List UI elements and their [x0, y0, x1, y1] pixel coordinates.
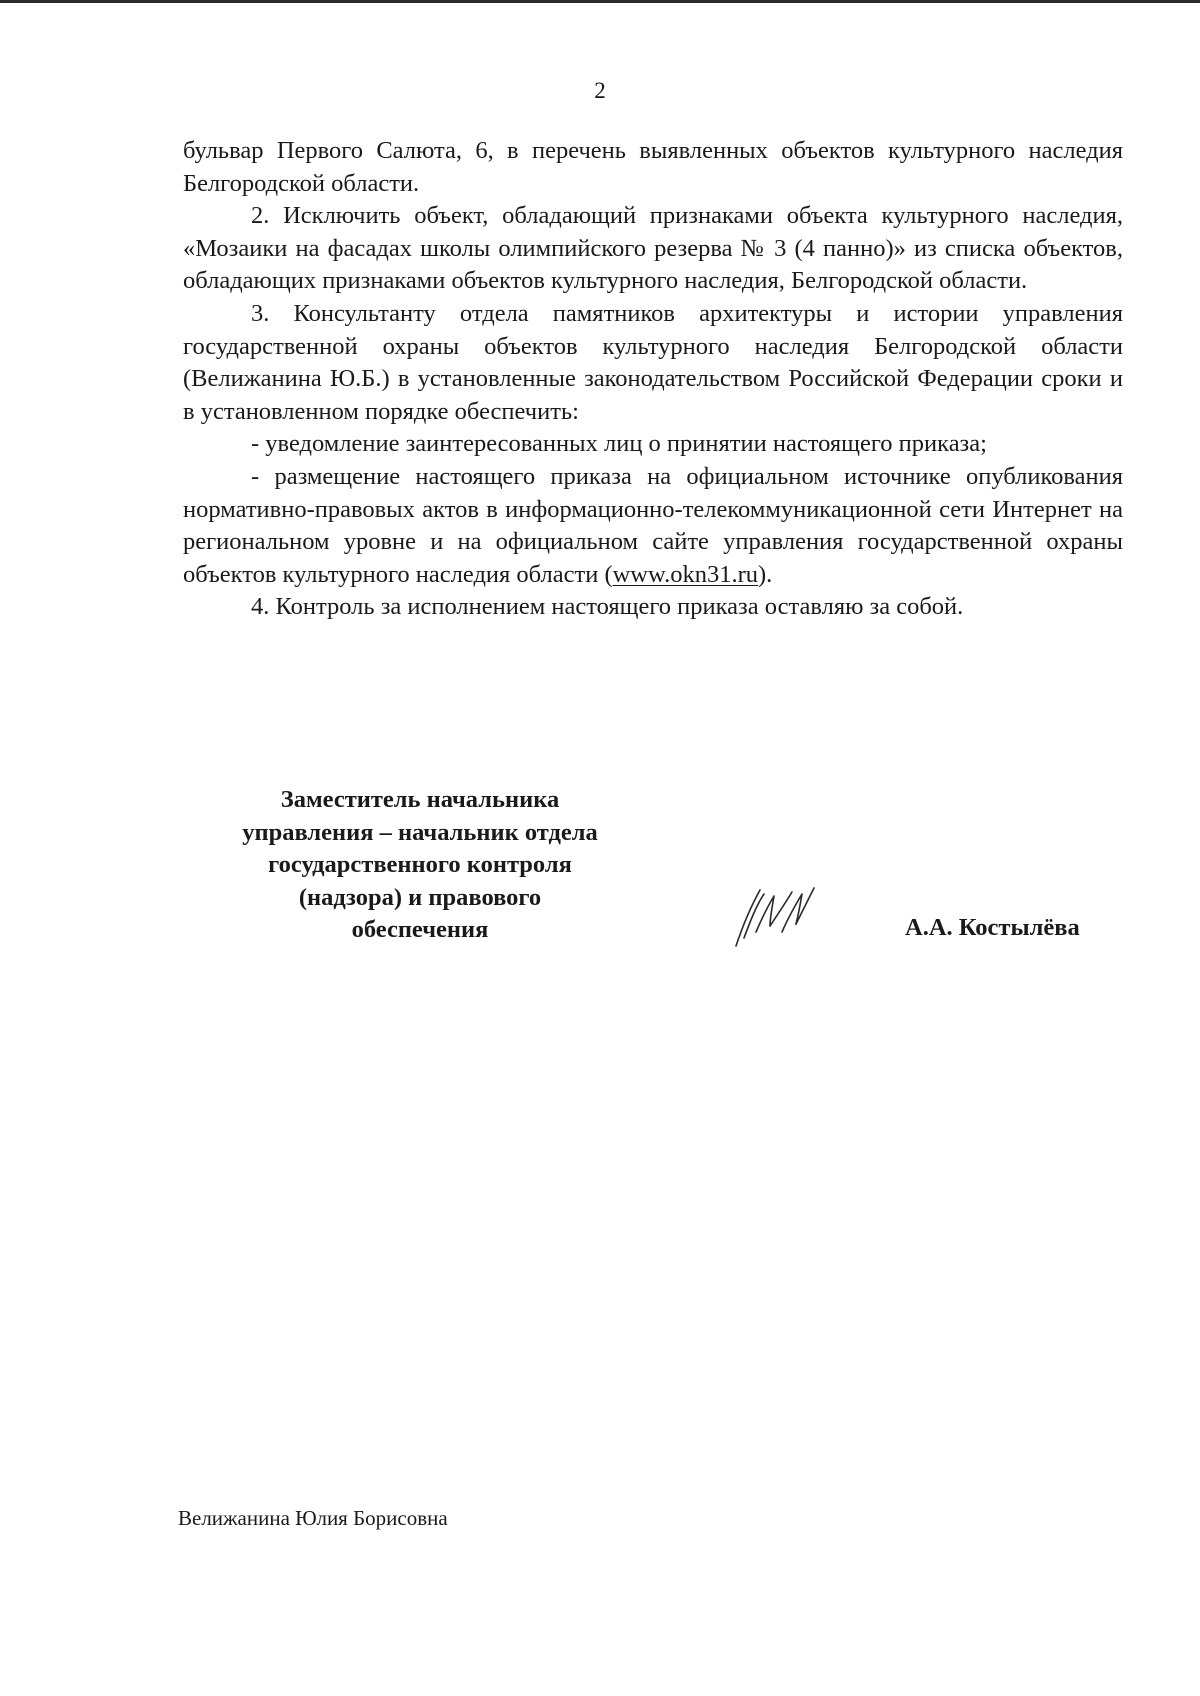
paragraph-3: 3. Консультанту отдела памятников архитектуры и истории управления государственной охраны объектов культурного наследия Белгородской области (Велижанина Ю.Б.) в установленные законодательством Российской Федерации сроки и в установленном порядке обеспечить:: [183, 299, 1123, 425]
paragraph-2: 2. Исключить объект, обладающий признаками объекта культурного наследия, «Мозаики на фасадах школы олимпийского резерва № 3 (4 панно)» из списка объектов, обладающих признаками объектов культурного наследия, Белгородской области.: [183, 202, 1123, 295]
document-body: [183, 135, 1123, 624]
signatory-title: [190, 784, 650, 947]
handwritten-signature: [730, 884, 820, 948]
executor-name: Велижанина Юлия Борисовна: [178, 1506, 448, 1530]
signatory-title-line: Заместитель начальника: [280, 786, 560, 813]
signatory-title-line: государственного контроля: [268, 851, 572, 878]
publish-text-tail: ).: [758, 560, 773, 588]
paragraph-1: бульвар Первого Салюта, 6, в перечень выявленных объектов культурного наследия Белгородской области.: [183, 137, 1123, 197]
signatory-title-line: управления – начальник отдела: [242, 818, 598, 846]
paragraph-bullet-publish: [183, 461, 1123, 591]
page-number: 2: [594, 78, 606, 103]
signatory-title-line: (надзора) и правового: [298, 883, 542, 911]
publish-text: - размещение настоящего приказа на официальном источнике опубликования нормативно-правовых актов в информационно-телекоммуникационной сети Интернет на региональном уровне и на официальном сайте управления государственной охраны объектов культурного наследия области (: [183, 462, 1123, 588]
scan-top-border: [0, 0, 1200, 3]
signatory-title-line: обеспечения: [351, 916, 489, 943]
signatory-name: А.А. Костылёва: [905, 914, 1080, 941]
paragraph-4: 4. Контроль за исполнением настоящего приказа оставляю за собой.: [251, 593, 964, 621]
website-link[interactable]: www.okn31.ru: [612, 560, 759, 588]
paragraph-bullet-notify: - уведомление заинтересованных лиц о принятии настоящего приказа;: [251, 430, 987, 458]
